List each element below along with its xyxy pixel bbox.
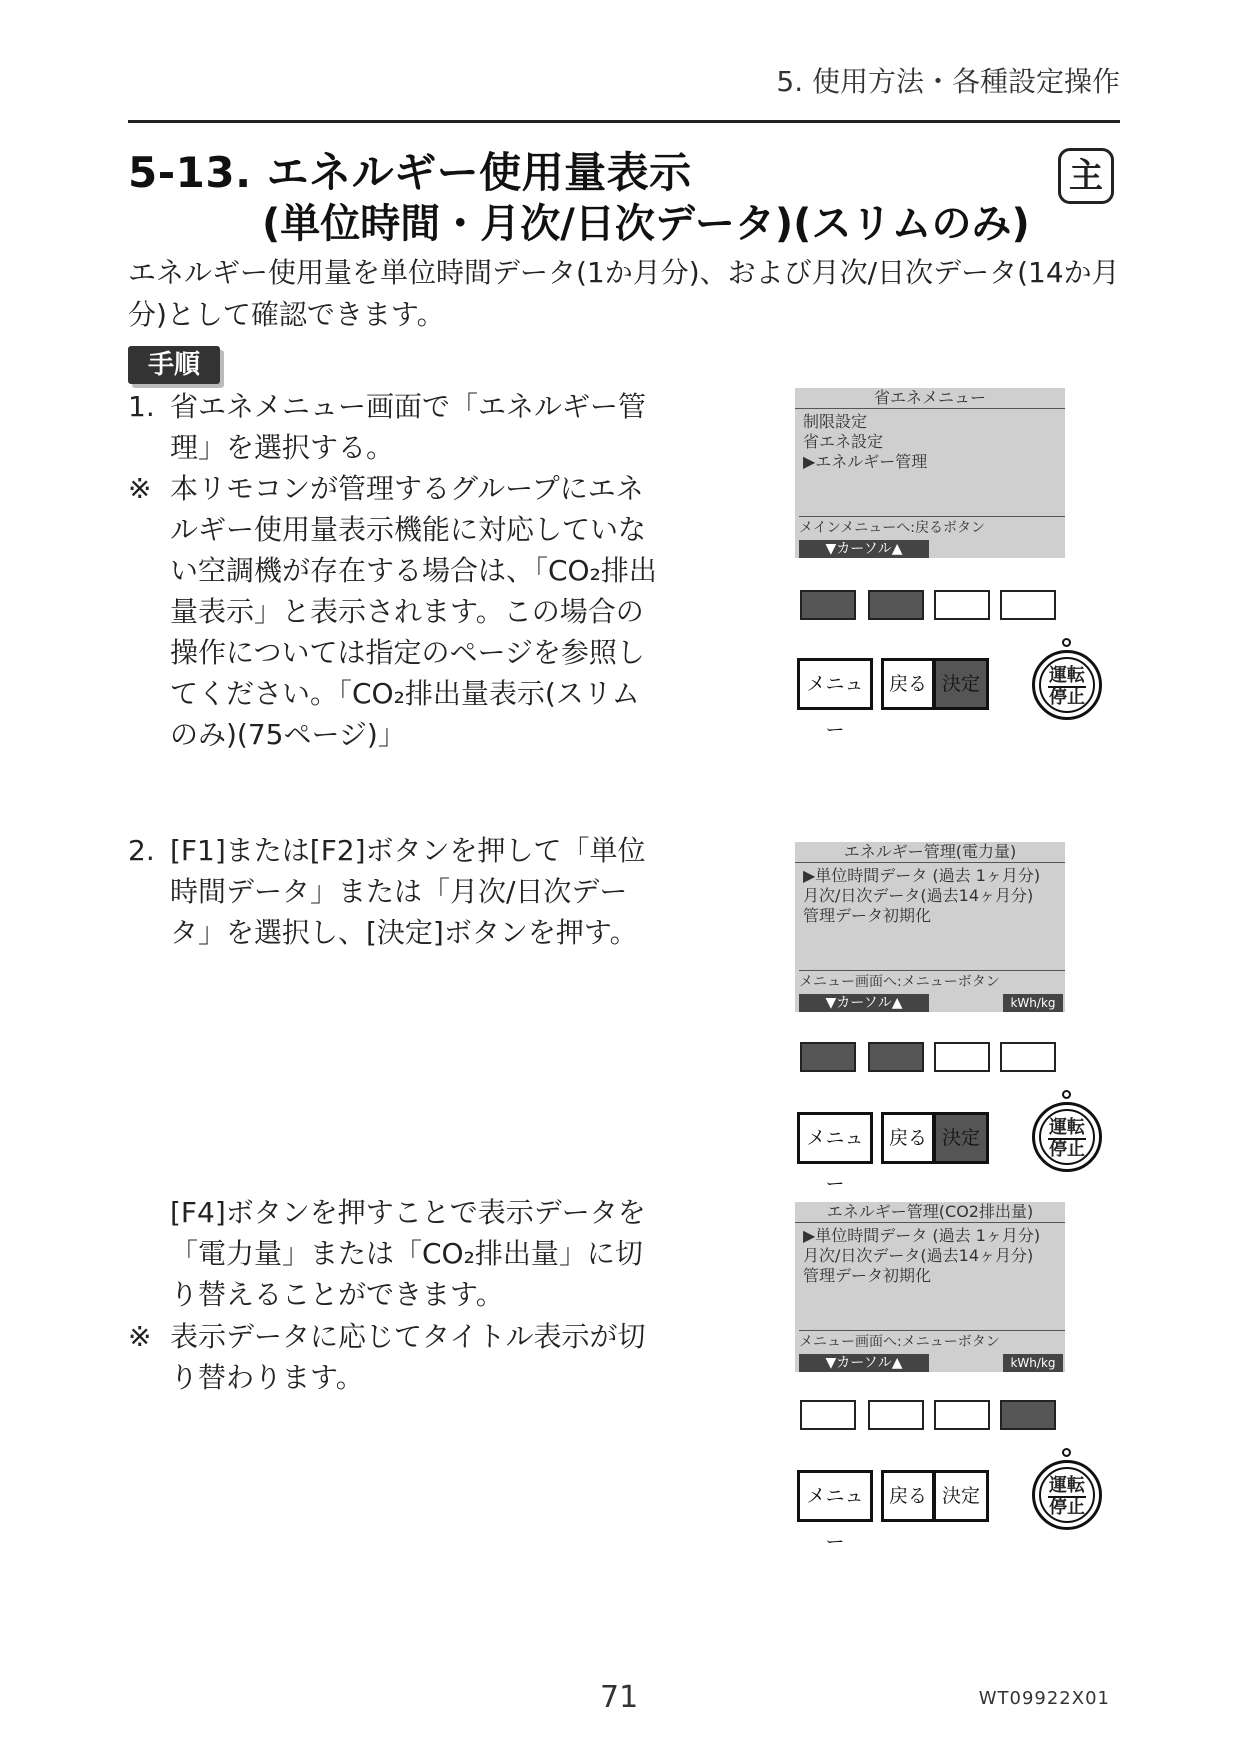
- f1-key[interactable]: [800, 590, 856, 620]
- step-2: [128, 830, 660, 953]
- step-number: 1.: [128, 390, 155, 423]
- screen-title: エネルギー管理(CO2排出量): [795, 1202, 1065, 1223]
- power-lamp: [1062, 1448, 1071, 1457]
- enter-button[interactable]: 決定: [933, 1112, 989, 1164]
- power-label-stop: 停止: [1049, 1497, 1085, 1518]
- note-mark: ※: [128, 472, 152, 505]
- page-title: 5-13. エネルギー使用量表示: [128, 148, 692, 197]
- step-text: 省エネメニュー画面で「エネルギー管理」を選択する。: [170, 390, 647, 464]
- note-text: 本リモコンが管理するグループにエネルギー使用量表示機能に対応していない空調機が存在する場合は、「CO₂排出量表示」と表示されます。この場合の操作については指定のページを参照してください。「CO₂排出量表示(スリムのみ)(75ページ)」: [170, 472, 657, 751]
- page-subtitle: (単位時間・月次/日次データ)(スリムのみ): [262, 201, 1030, 247]
- power-lamp: [1062, 1090, 1071, 1099]
- step-number: 2.: [128, 834, 155, 867]
- screen-menu-item[interactable]: 管理データ初期化: [803, 1266, 932, 1285]
- remote-screen-1: [795, 388, 1065, 558]
- f1-key[interactable]: [800, 1400, 856, 1430]
- screen-menu-item[interactable]: 省エネ設定: [803, 432, 884, 451]
- screen-menu: [803, 412, 927, 472]
- menu-button[interactable]: メニュー: [797, 1112, 873, 1164]
- note-mark: ※: [128, 1320, 152, 1353]
- power-label-stop: 停止: [1049, 687, 1085, 708]
- power-button-3[interactable]: [1032, 1448, 1106, 1522]
- section-heading: 5. 使用方法・各種設定操作: [776, 65, 1120, 98]
- screen-menu-item[interactable]: 月次/日次データ(過去14ヶ月分): [803, 1246, 1034, 1265]
- f3-key[interactable]: [934, 1042, 990, 1072]
- screen-menu-item[interactable]: 制限設定: [803, 412, 868, 431]
- power-label-run: 運転: [1049, 1117, 1085, 1138]
- enter-button[interactable]: 決定: [933, 658, 989, 710]
- screen-menu: [803, 866, 1040, 926]
- step-text: [F1]または[F2]ボタンを押して「単位時間データ」または「月次/日次データ」を選択し、[決定]ボタンを押す。: [170, 834, 646, 949]
- function-keys-1: [800, 590, 1062, 620]
- main-badge: 主: [1058, 148, 1114, 204]
- screen-menu-item[interactable]: ▶エネルギー管理: [803, 452, 928, 471]
- f1-key[interactable]: [800, 1042, 856, 1072]
- screen-title: エネルギー管理(電力量): [795, 842, 1065, 863]
- function-keys-2: [800, 1042, 1062, 1072]
- screen-menu-item[interactable]: 管理データ初期化: [803, 906, 932, 925]
- screen-title: 省エネメニュー: [795, 388, 1065, 409]
- screen-hint: メインメニューへ:戻るボタン: [799, 516, 1065, 537]
- screen-hint: メニュー画面へ:メニューボタン: [799, 1330, 1065, 1351]
- screen-hint: メニュー画面へ:メニューボタン: [799, 970, 1065, 991]
- screen-cursor-label: ▼カーソル▲: [799, 540, 929, 558]
- remote-screen-2: [795, 842, 1065, 1012]
- screen-unit-label: kWh/kg: [1003, 994, 1063, 1012]
- screen-menu-item[interactable]: ▶単位時間データ (過去 1ヶ月分): [803, 1226, 1041, 1245]
- f4-key[interactable]: [1000, 590, 1056, 620]
- power-button-2[interactable]: [1032, 1090, 1106, 1164]
- page-number: 71: [600, 1680, 639, 1715]
- back-button[interactable]: 戻る: [881, 1470, 935, 1522]
- power-label-run: 運転: [1049, 665, 1085, 686]
- control-buttons-1: [797, 658, 997, 741]
- step-2-note: [128, 1316, 660, 1398]
- screen-unit-label: kWh/kg: [1003, 1354, 1063, 1372]
- control-buttons-3: [797, 1470, 997, 1553]
- f3-key[interactable]: [934, 1400, 990, 1430]
- menu-button[interactable]: メニュー: [797, 658, 873, 710]
- step-2-paragraph: [F4]ボタンを押すことで表示データを「電力量」または「CO₂排出量」に切り替えることができます。: [170, 1196, 646, 1311]
- f4-key[interactable]: [1000, 1400, 1056, 1430]
- screen-cursor-label: ▼カーソル▲: [799, 1354, 929, 1372]
- power-lamp: [1062, 638, 1071, 647]
- screen-menu: [803, 1226, 1040, 1286]
- menu-button[interactable]: メニュー: [797, 1470, 873, 1522]
- header-divider: [128, 120, 1120, 123]
- back-button[interactable]: 戻る: [881, 658, 935, 710]
- screen-menu-item[interactable]: 月次/日次データ(過去14ヶ月分): [803, 886, 1034, 905]
- step-1: [128, 386, 660, 468]
- f4-key[interactable]: [1000, 1042, 1056, 1072]
- document-code: WT09922X01: [978, 1688, 1110, 1709]
- enter-button[interactable]: 決定: [933, 1470, 989, 1522]
- power-label-run: 運転: [1049, 1475, 1085, 1496]
- intro-text: エネルギー使用量を単位時間データ(1か月分)、および月次/日次データ(14か月分)として確認できます。: [128, 256, 1120, 331]
- f3-key[interactable]: [934, 590, 990, 620]
- f2-key[interactable]: [868, 1400, 924, 1430]
- power-label-stop: 停止: [1049, 1139, 1085, 1160]
- f2-key[interactable]: [868, 1042, 924, 1072]
- function-keys-3: [800, 1400, 1062, 1430]
- f2-key[interactable]: [868, 590, 924, 620]
- power-button-1[interactable]: [1032, 638, 1106, 712]
- step-1-note: [128, 468, 660, 755]
- screen-cursor-label: ▼カーソル▲: [799, 994, 929, 1012]
- control-buttons-2: [797, 1112, 997, 1195]
- procedure-label: 手順: [128, 346, 220, 384]
- remote-screen-3: [795, 1202, 1065, 1372]
- back-button[interactable]: 戻る: [881, 1112, 935, 1164]
- screen-menu-item[interactable]: ▶単位時間データ (過去 1ヶ月分): [803, 866, 1041, 885]
- note-text: 表示データに応じてタイトル表示が切り替わります。: [170, 1320, 646, 1394]
